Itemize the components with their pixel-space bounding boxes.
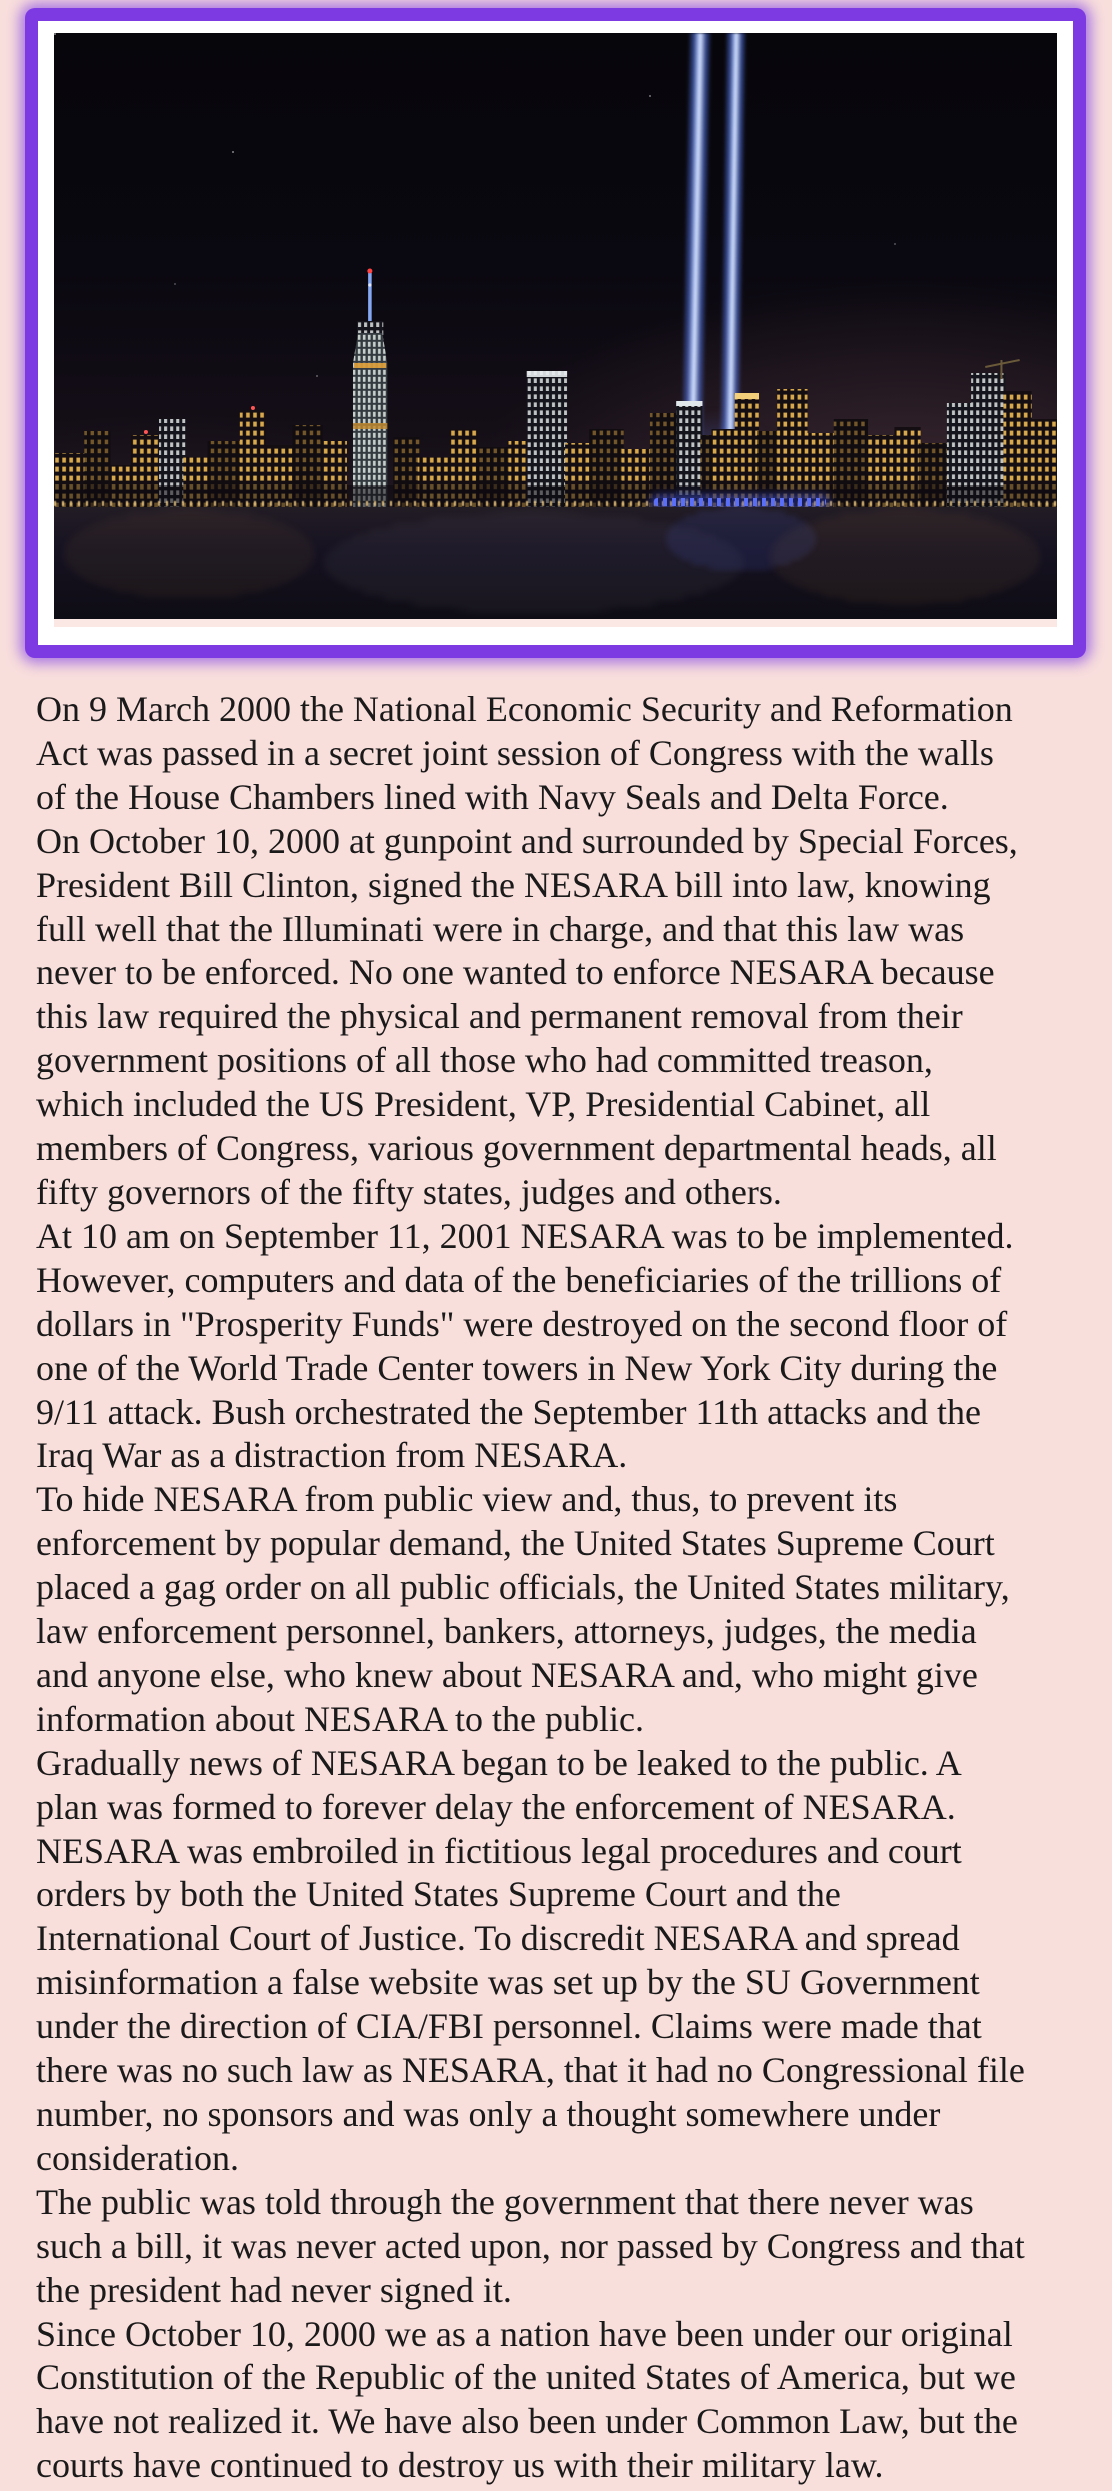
text-line: under the direction of CIA/FBI personnel. Claims were made that: [36, 2006, 982, 2047]
text-line: the president had never signed it.: [36, 2269, 512, 2310]
one-wtc-tower: [353, 269, 387, 510]
text-line: dollars in "Prosperity Funds" were destroyed on the second floor of: [36, 1303, 1008, 1344]
text-line: which included the US President, VP, Presidential Cabinet, all: [36, 1084, 931, 1125]
text-line: members of Congress, various government departmental heads, all: [36, 1128, 997, 1169]
shore-lights-blue: [654, 498, 826, 506]
text-line: President Bill Clinton, signed the NESARA bill into law, knowing: [36, 864, 991, 905]
photo-matte: [38, 21, 1073, 645]
text-line: International Court of Justice. To discredit NESARA and spread: [36, 1918, 960, 1959]
photo-bottom-strip: [54, 619, 1057, 627]
text-line: one of the World Trade Center towers in New York City during the: [36, 1347, 998, 1388]
text-line: To hide NESARA from public view and, thus, to prevent its: [36, 1479, 898, 1520]
text-line: On 9 March 2000 the National Economic Security and Reformation: [36, 689, 1013, 729]
text-line: and anyone else, who knew about NESARA and, who might give: [36, 1654, 978, 1695]
text-line: orders by both the United States Supreme Court and the: [36, 1874, 841, 1915]
text-line: Act was passed in a secret joint session of Congress with the walls: [36, 732, 994, 773]
text-line: number, no sponsors and was only a thought somewhere under: [36, 2094, 941, 2134]
photo-frame: [25, 8, 1086, 658]
text-line: such a bill, it was never acted upon, nor passed by Congress and that: [36, 2225, 1025, 2266]
text-line: plan was formed to forever delay the enforcement of NESARA.: [36, 1786, 956, 1827]
water: [54, 507, 1057, 619]
text-line: Constitution of the Republic of the united States of America, but we: [36, 2357, 1016, 2398]
text-line: However, computers and data of the beneficiaries of the trillions of: [36, 1259, 1002, 1300]
skyline-photo: [54, 33, 1057, 619]
text-line: Since October 10, 2000 we as a nation have been under our original: [36, 2313, 1013, 2354]
water-reflection-gold-right: [770, 509, 1040, 605]
text-line: fifty governors of the fifty states, judges and others.: [36, 1171, 782, 1212]
text-line: courts have continued to destroy us with their military law.: [36, 2445, 884, 2486]
text-line: 9/11 attack. Bush orchestrated the September 11th attacks and the: [36, 1391, 982, 1432]
text-line: placed a gag order on all public officials, the United States military,: [36, 1567, 1010, 1608]
text-line: NESARA was embroiled in fictitious legal procedures and court: [36, 1830, 962, 1871]
text-line: Gradually news of NESARA began to be leaked to the public. A: [36, 1742, 962, 1783]
text-line: this law required the physical and permanent removal from their: [36, 996, 963, 1037]
text-line: full well that the Illuminati were in charge, and that this law was: [36, 908, 965, 949]
text-line: have not realized it. We have also been under Common Law, but the: [36, 2401, 1018, 2442]
text-line: information about NESARA to the public.: [36, 1698, 644, 1739]
text-line: misinformation a false website was set up by the SU Government: [36, 1962, 980, 2003]
text-line: never to be enforced. No one wanted to enforce NESARA because: [36, 952, 995, 993]
text-line: there was no such law as NESARA, that it had no Congressional file: [36, 2050, 1025, 2091]
text-line: of the House Chambers lined with Navy Seals and Delta Force.: [36, 776, 949, 817]
text-line: consideration.: [36, 2137, 239, 2178]
text-line: On October 10, 2000 at gunpoint and surrounded by Special Forces,: [36, 820, 1018, 861]
text-line: Iraq War as a distraction from NESARA.: [36, 1435, 628, 1476]
text-line: The public was told through the government that there never was: [36, 2181, 974, 2222]
article-text: [0, 688, 1112, 2488]
water-reflection-gold-left: [64, 509, 314, 599]
text-line: law enforcement personnel, bankers, attorneys, judges, the media: [36, 1611, 977, 1652]
text-line: government positions of all those who had committed treason,: [36, 1040, 933, 1081]
text-line: enforcement by popular demand, the United States Supreme Court: [36, 1523, 995, 1564]
shore-lights-gold: [54, 501, 1057, 506]
text-line: At 10 am on September 11, 2001 NESARA was to be implemented.: [36, 1215, 1014, 1256]
